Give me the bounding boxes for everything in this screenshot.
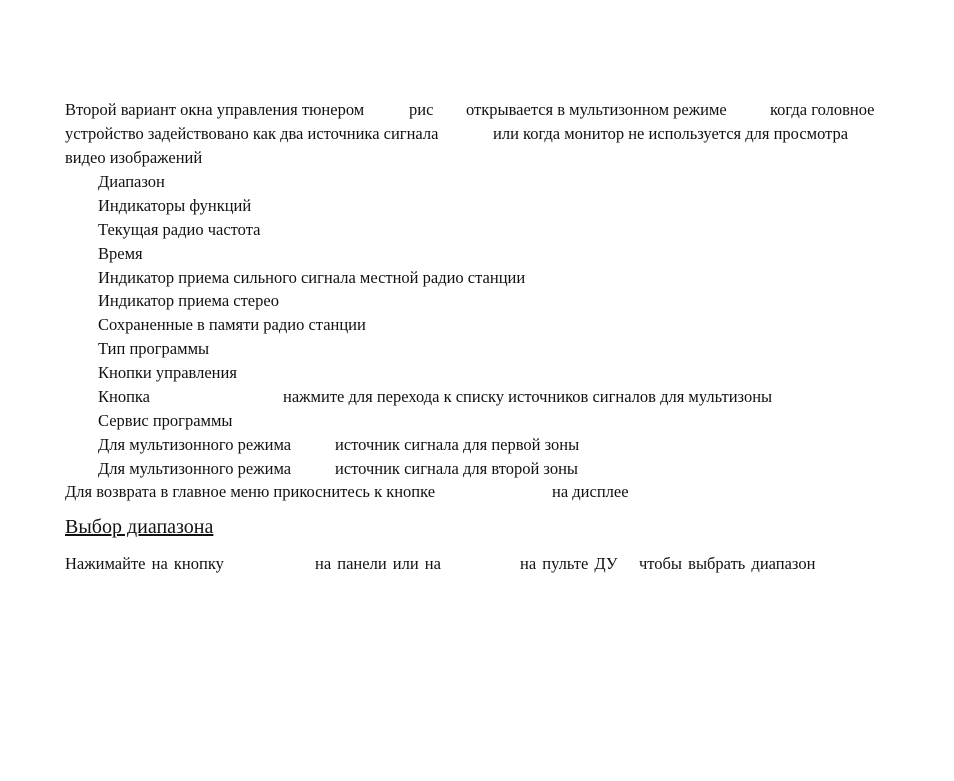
intro-line-1: [65, 100, 895, 120]
return-instruction-part-a: Для возврата в главное меню прикоснитесь к кнопке: [65, 482, 436, 501]
section-instruction-part-c: на пульте ДУ: [520, 554, 618, 573]
intro-line-2-part-b: или когда монитор не используется для просмотра: [493, 124, 849, 143]
list-item-zone-1-desc: источник сигнала для первой зоны: [335, 435, 580, 454]
intro-line-1-part-d: когда головное: [770, 100, 875, 119]
list-item-zone-1-label: Для мультизонного режима: [98, 435, 292, 454]
list-item-program-type: Тип программы: [98, 339, 210, 358]
intro-line-3: видео изображений: [65, 148, 203, 167]
list-item-button-desc: нажмите для перехода к списку источников сигналов для мультизоны: [283, 387, 773, 406]
list-item-button-label: Кнопка: [98, 387, 151, 406]
list-item-range: Диапазон: [98, 172, 165, 191]
intro-line-1-part-b: рис: [409, 100, 434, 119]
return-instruction-part-b: на дисплее: [552, 482, 629, 501]
section-instruction-part-d: чтобы выбрать диапазон: [639, 554, 816, 573]
list-item-zone-2-desc: источник сигнала для второй зоны: [335, 459, 578, 478]
section-heading: Выбор диапазона: [65, 516, 214, 538]
section-instruction: [65, 554, 855, 574]
section-instruction-part-a: Нажимайте на кнопку: [65, 554, 224, 573]
list-item-time: Время: [98, 244, 143, 263]
intro-line-2-part-a: устройство задействовано как два источника сигнала: [65, 124, 439, 143]
list-item-local-signal-indicator: Индикатор приема сильного сигнала местной радио станции: [98, 268, 526, 287]
list-item-zone-1: [98, 435, 658, 455]
list-item-zone-2-label: Для мультизонного режима: [98, 459, 292, 478]
intro-line-1-part-c: открывается в мультизонном режиме: [466, 100, 727, 119]
list-item-button: [98, 387, 858, 407]
list-item-control-buttons: Кнопки управления: [98, 363, 237, 382]
intro-line-1-part-a: Второй вариант окна управления тюнером: [65, 100, 365, 119]
list-item-zone-2: [98, 459, 658, 479]
list-item-function-indicators: Индикаторы функций: [98, 196, 252, 215]
list-item-program-service: Сервис программы: [98, 411, 233, 430]
list-item-stereo-indicator: Индикатор приема стерео: [98, 291, 279, 310]
intro-line-2: [65, 124, 895, 144]
section-instruction-part-b: на панели или на: [315, 554, 441, 573]
list-item-preset-stations: Сохраненные в памяти радио станции: [98, 315, 366, 334]
return-instruction: [65, 482, 685, 502]
list-item-current-frequency: Текущая радио частота: [98, 220, 261, 239]
